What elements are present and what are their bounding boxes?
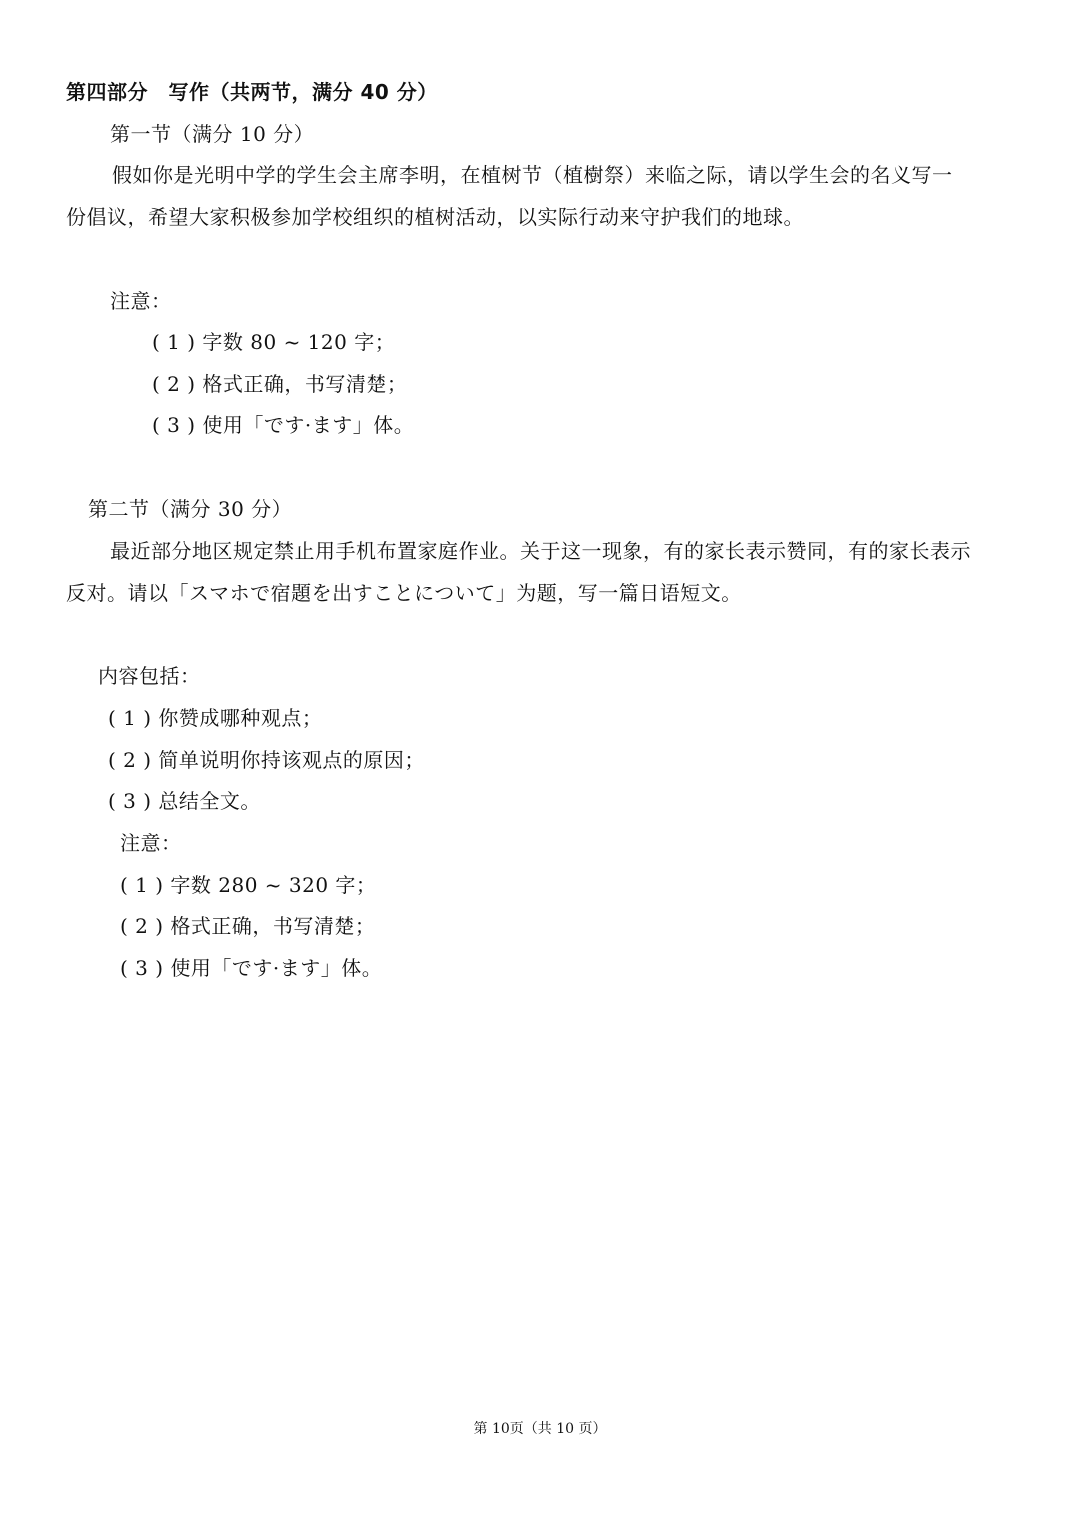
section1-notes-label: 注意： [110, 289, 172, 313]
section2-title: 第二节（满分 30 分） [88, 497, 293, 521]
section1-prompt-line2: 份倡议，希望大家积极参加学校组织的植树活动，以实际行动来守护我们的地球。 [66, 205, 804, 229]
section1-title: 第一节（满分 10 分） [110, 122, 315, 146]
page-footer: 第 10页（共 10 页） [473, 1421, 607, 1437]
section1-note-1: ( 1 ) 字数 80 ~ 120 字； [152, 330, 396, 354]
section2-content-label: 内容包括： [98, 664, 201, 688]
section1-note-2: ( 2 ) 格式正确，书写清楚； [152, 372, 408, 396]
section1-prompt-line1: 假如你是光明中学的学生会主席李明，在植树节（植樹祭）来临之际，请以学生会的名义写一 [112, 163, 953, 187]
section2-notes-label: 注意： [120, 831, 182, 855]
part-heading: 第四部分 写作（共两节，满分 40 分） [66, 80, 438, 104]
section2-note-3: ( 3 ) 使用「です·ます」体。 [120, 956, 383, 980]
section2-content-1: ( 1 ) 你赞成哪种观点； [108, 706, 323, 730]
section2-prompt-line2: 反对。请以「スマホで宿題を出すことについて」为题，写一篇日语短文。 [66, 581, 742, 605]
section2-content-3: ( 3 ) 总结全文。 [108, 789, 261, 813]
section2-note-1: ( 1 ) 字数 280 ~ 320 字； [120, 873, 377, 897]
section1-note-3: ( 3 ) 使用「です·ます」体。 [152, 413, 415, 437]
section2-content-2: ( 2 ) 简单说明你持该观点的原因； [108, 748, 425, 772]
section2-note-2: ( 2 ) 格式正确，书写清楚； [120, 914, 376, 938]
section2-prompt-line1: 最近部分地区规定禁止用手机布置家庭作业。关于这一现象，有的家长表示赞同，有的家长表示 [110, 539, 971, 563]
